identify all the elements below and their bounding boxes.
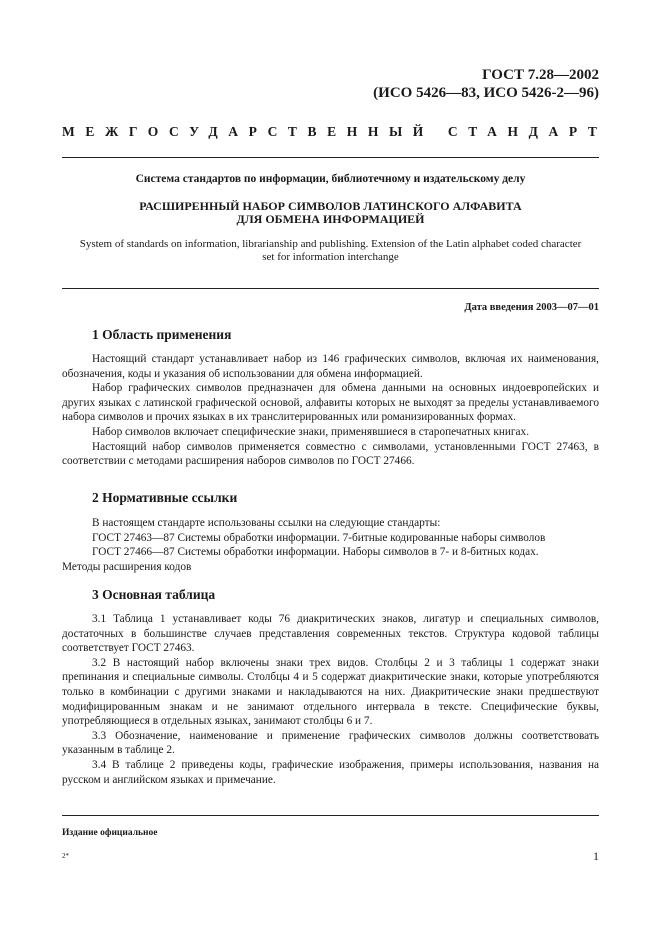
- section-3-heading: 3 Основная таблица: [92, 587, 216, 602]
- interstate-standard-label: МЕЖГОСУДАРСТВЕННЫЙ СТАНДАРТ: [62, 124, 608, 139]
- reference-gost-27463: ГОСТ 27463—87 Системы обработки информации. 7-битные кодированные наборы символов: [92, 531, 546, 544]
- paragraph: Настоящий набор символов применяется совместно с символами, установленными ГОСТ 27463, в соответствии с методами расширения наборов символов по ГОСТ 27466.: [62, 440, 599, 468]
- gost-number: ГОСТ 7.28—2002: [482, 67, 599, 83]
- title-rule: [62, 288, 599, 289]
- section-2-heading: 2 Нормативные ссылки: [92, 490, 238, 505]
- main-title-line-2: ДЛЯ ОБМЕНА ИНФОРМАЦИЕЙ: [236, 212, 425, 226]
- paragraph: В настоящем стандарте использованы ссылки на следующие стандарты:: [92, 517, 441, 529]
- gost-number-block: [373, 66, 599, 102]
- paragraph: 3.4 В таблице 2 приведены коды, графические изображения, примеры использования, названия на русском и английском языках и примечание.: [62, 758, 599, 786]
- iso-numbers: (ИСО 5426—83, ИСО 5426-2—96): [373, 85, 599, 101]
- paragraph: 3.2 В настоящий набор включены знаки трех видов. Столбцы 2 и 3 таблицы 1 содержат знаки препинания и специальные символы. Столбцы 4 и 5 содержат диакритические знаки, которые употребляются только в комбинации с другими знаками и накладываются на них. Диакритические знаки предшествуют модифицированным знакам и не занимают отдельного интервала в тексте. Специфические буквы, употребляющиеся в отдельных языках, занимают столбцы 6 и 7.: [62, 656, 599, 728]
- official-edition-label: Издание официальное: [62, 828, 158, 838]
- section-3-body: [62, 612, 599, 787]
- section-2-body: [62, 516, 599, 574]
- section-1-body: [62, 352, 599, 469]
- main-title: [62, 200, 599, 226]
- english-title: [62, 238, 599, 264]
- introduction-date: Дата введения 2003—07—01: [464, 302, 599, 313]
- paragraph: Настоящий стандарт устанавливает набор из 146 графических символов, включая их наименования, обозначения, коды и указания об использовании для обмена информацией.: [62, 353, 599, 380]
- main-title-line-1: РАСШИРЕННЫЙ НАБОР СИМВОЛОВ ЛАТИНСКОГО АЛФАВИТА: [139, 199, 522, 213]
- paragraph: 3.3 Обозначение, наименование и применение графических символов должны соответствовать указанным в таблице 2.: [62, 729, 599, 757]
- system-title: Система стандартов по информации, библиотечному и издательскому делу: [135, 173, 526, 185]
- footer-rule: [62, 815, 599, 816]
- reference-gost-27466: ГОСТ 27466—87 Системы обработки информации. Наборы символов в 7- и 8-битных кодах.: [92, 546, 539, 559]
- reference-gost-27466-continued: Методы расширения кодов: [62, 560, 192, 573]
- english-title-line-2: set for information interchange: [262, 251, 399, 263]
- header-rule: [62, 157, 599, 158]
- page-number: 1: [593, 849, 599, 863]
- paragraph: Набор графических символов предназначен для обмена данными на основных индоевропейских и других языках с латинской графической основой, алфавиты которых не выходят за пределы устанавливаемого набора символов и прочих языках в их транслитерированных или романизированных формах.: [62, 382, 599, 424]
- english-title-line-1: System of standards on information, librarianship and publishing. Extension of the Latin alphabet coded character: [79, 238, 582, 250]
- sheet-mark: 2*: [62, 852, 69, 860]
- section-1-heading: 1 Область применения: [92, 327, 232, 342]
- paragraph: Набор символов включает специфические знаки, применявшиеся в старопечатных книгах.: [92, 425, 530, 438]
- paragraph: 3.1 Таблица 1 устанавливает коды 76 диакритических знаков, лигатур и специальных символов, достаточных в большинстве случаев представления современных текстов. Структура кодовой таблицы соответствует ГОСТ 27463.: [62, 613, 599, 655]
